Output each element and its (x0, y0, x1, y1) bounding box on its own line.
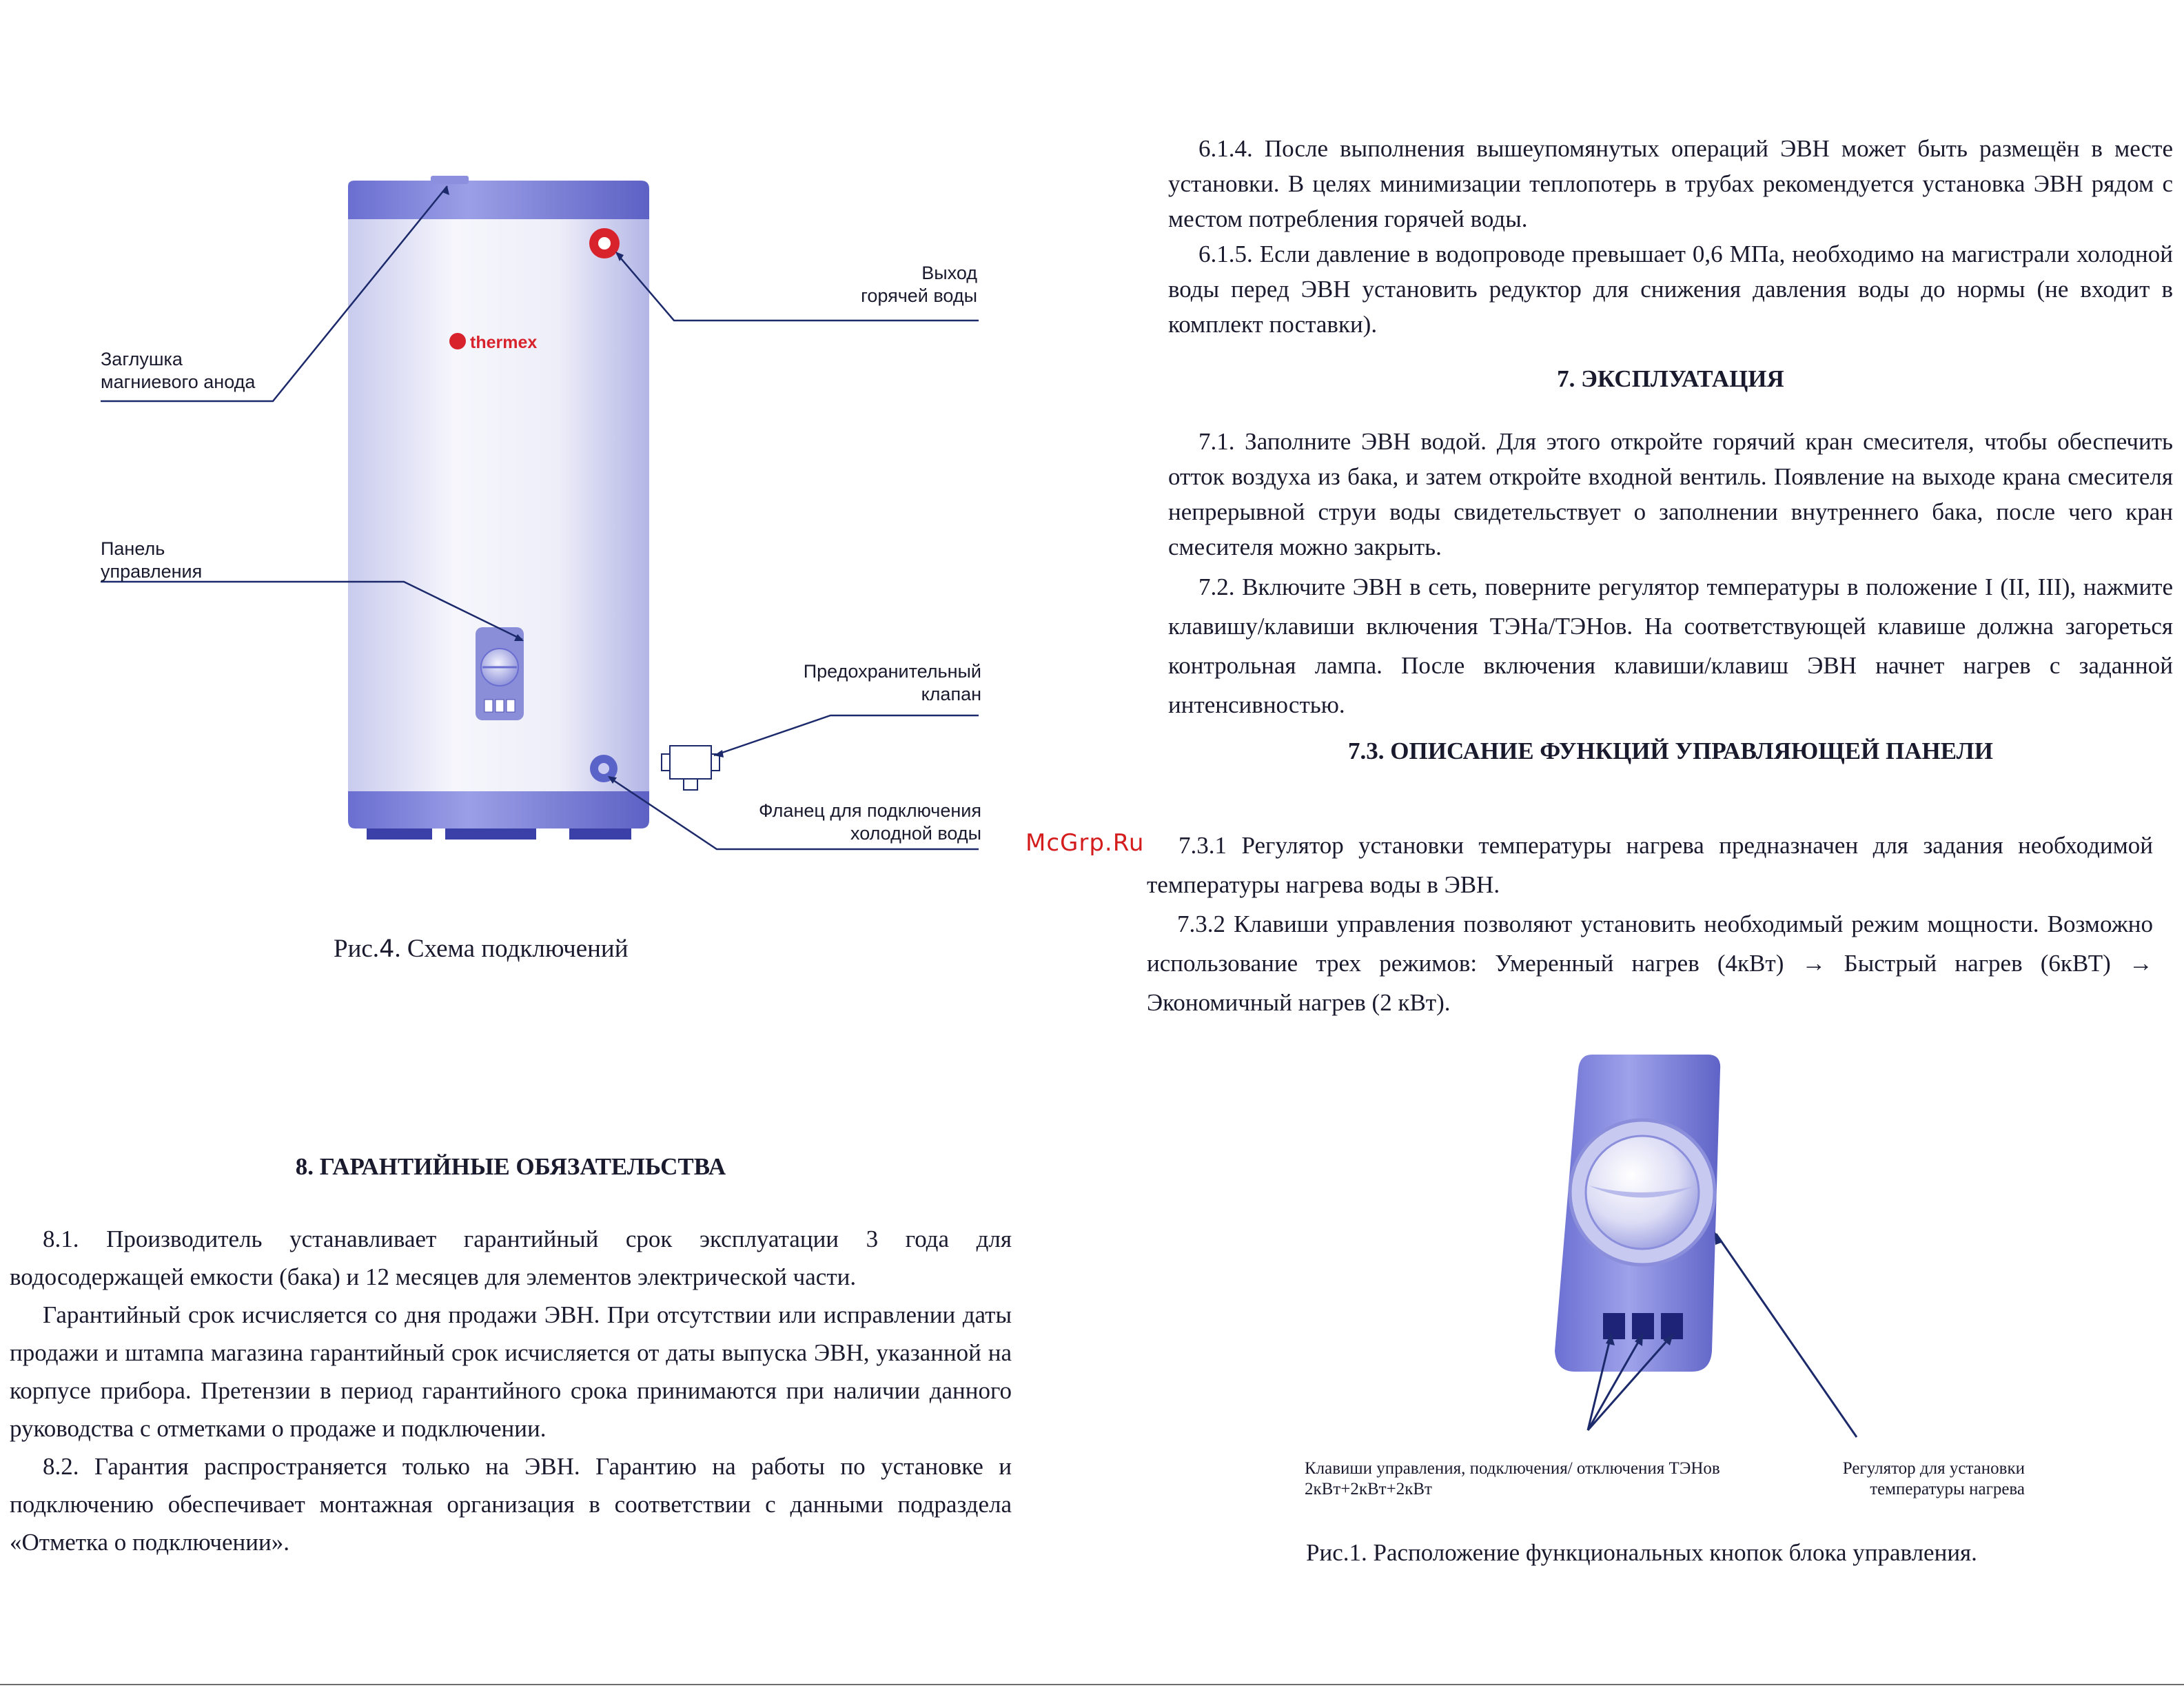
section-8-heading: 8. ГАРАНТИЙНЫЕ ОБЯЗАТЕЛЬСТВА (295, 1153, 726, 1180)
watermark: McGrp.Ru (1025, 829, 1145, 857)
section-7-text (1168, 424, 2173, 724)
label-temperature-regulator: Регулятор для установки температуры нагрева (1842, 1459, 2025, 1498)
label-hot-water-out: Выход горячей воды (861, 263, 977, 306)
label-cold-flange: Фланец для подключения холодной воды (759, 800, 981, 844)
temperature-regulator-ring (1570, 1120, 1715, 1265)
section-6-text (1168, 131, 2173, 342)
figure-4-caption: Рис.4. Схема подключений (334, 935, 629, 963)
figure-1-caption: Рис.1. Расположение функциональных кнопок блока управления. (1306, 1539, 1977, 1566)
section-7-3-heading: 7.3. ОПИСАНИЕ ФУНКЦИЙ УПРАВЛЯЮЩЕЙ ПАНЕЛИ (1348, 738, 1993, 764)
paragraph-8-1-warranty-period: Гарантийный срок исчисляется со дня продажи ЭВН. При отсутствии или исправлении даты продажи и штампа магазина гарантийный срок исчисляется от даты выпуска ЭВН, указанной на корпусе прибора. Претензии в период гарантийного срока принимаются при наличии данного руководства с отметками о продаже и подключении. (10, 1301, 1012, 1442)
heater-foot (367, 828, 432, 840)
paragraph-7-1: 7.1. Заполните ЭВН водой. Для этого откройте горячий кран смесителя, чтобы обеспечить отток воздуха из бака, и затем откройте входной вентиль. Появление на выходе крана смесителя непрерывной струи воды свидетельствует о заполнении внутреннего бака, после чего кран смесителя можно закрыть. (1168, 428, 2173, 560)
section-7-heading: 7. ЭКСПЛУАТАЦИЯ (1557, 365, 1784, 392)
paragraph-7-3-1: 7.3.1 Регулятор установки температуры нагрева предназначен для задания необходимой температуры нагрева воды в ЭВН. (1147, 832, 2153, 898)
control-key-slot (1661, 1313, 1683, 1339)
paragraph-7-2: 7.2. Включите ЭВН в сеть, поверните регулятор температуры в положение I (II, III), нажмите клавишу/клавиши включения ТЭНа/ТЭНов. На соответствующей клавише должна загореться контрольная лампа. После включения клавиши/клавиш ЭВН начнет нагрев с заданной интенсивностью. (1168, 573, 2173, 718)
paragraph-8-1: 8.1. Производитель устанавливает гарантийный срок эксплуатации 3 года для водосодержащей емкости (бака) и 12 месяцев для элементов электрической части. (10, 1226, 1012, 1290)
heater-top-cap (348, 181, 649, 219)
brand-logo: thermex (470, 333, 538, 352)
page-bottom-rule (0, 1684, 2184, 1685)
heater-foot (569, 828, 631, 840)
section-8-text (10, 1220, 1012, 1561)
label-safety-valve: Предохранительный клапан (803, 661, 981, 704)
label-control-keys: Клавиши управления, подключения/ отключения ТЭНов 2кВт+2кВт+2кВт (1305, 1459, 1720, 1498)
paragraph-8-2: 8.2. Гарантия распространяется только на ЭВН. Гарантию на работы по установке и подключению обеспечивает монтажная организация в соответствии с данными подраздела «Отметка о подключении». (10, 1453, 1012, 1556)
control-key-slot (1632, 1313, 1654, 1339)
temperature-regulator-icon (1586, 1136, 1699, 1249)
control-panel-housing (1555, 1055, 1720, 1372)
control-key (496, 700, 504, 712)
control-key (484, 700, 493, 712)
paragraph-6-1-4: 6.1.4. После выполнения вышеупомянутых операций ЭВН может быть размещён в месте установки. В целях минимизации теплопотерь в трубах рекомендуется установка ЭВН рядом с местом потребления горячей воды. (1168, 135, 2173, 232)
label-anode-plug: Заглушка магниевого анода (101, 349, 256, 392)
control-key-slot (1603, 1313, 1625, 1339)
water-heater-illustration (0, 0, 1034, 896)
safety-valve-icon (662, 746, 720, 790)
paragraph-6-1-5: 6.1.5. Если давление в водопроводе превышает 0,6 МПа, необходимо на магистрали холодной воды перед ЭВН установить редуктор для снижения давления воды до нормы (не входит в комплект поставки). (1168, 241, 2173, 338)
heater-bottom-cap (348, 791, 649, 828)
label-control-panel: Панель управления (101, 538, 203, 582)
control-key (507, 700, 515, 712)
heater-foot (445, 828, 536, 840)
thermex-logo-icon (449, 333, 466, 349)
paragraph-7-3-2: 7.3.2 Клавиши управления позволяют установить необходимый режим мощности. Возможно использование трех режимов: Умеренный нагрев (4кВт) → Быстрый нагрев (6кВТ) → Экономичный нагрев (2 кВт). (1147, 911, 2153, 1016)
anode-plug-bump (431, 176, 469, 184)
section-7-3-text (1147, 826, 2153, 1022)
